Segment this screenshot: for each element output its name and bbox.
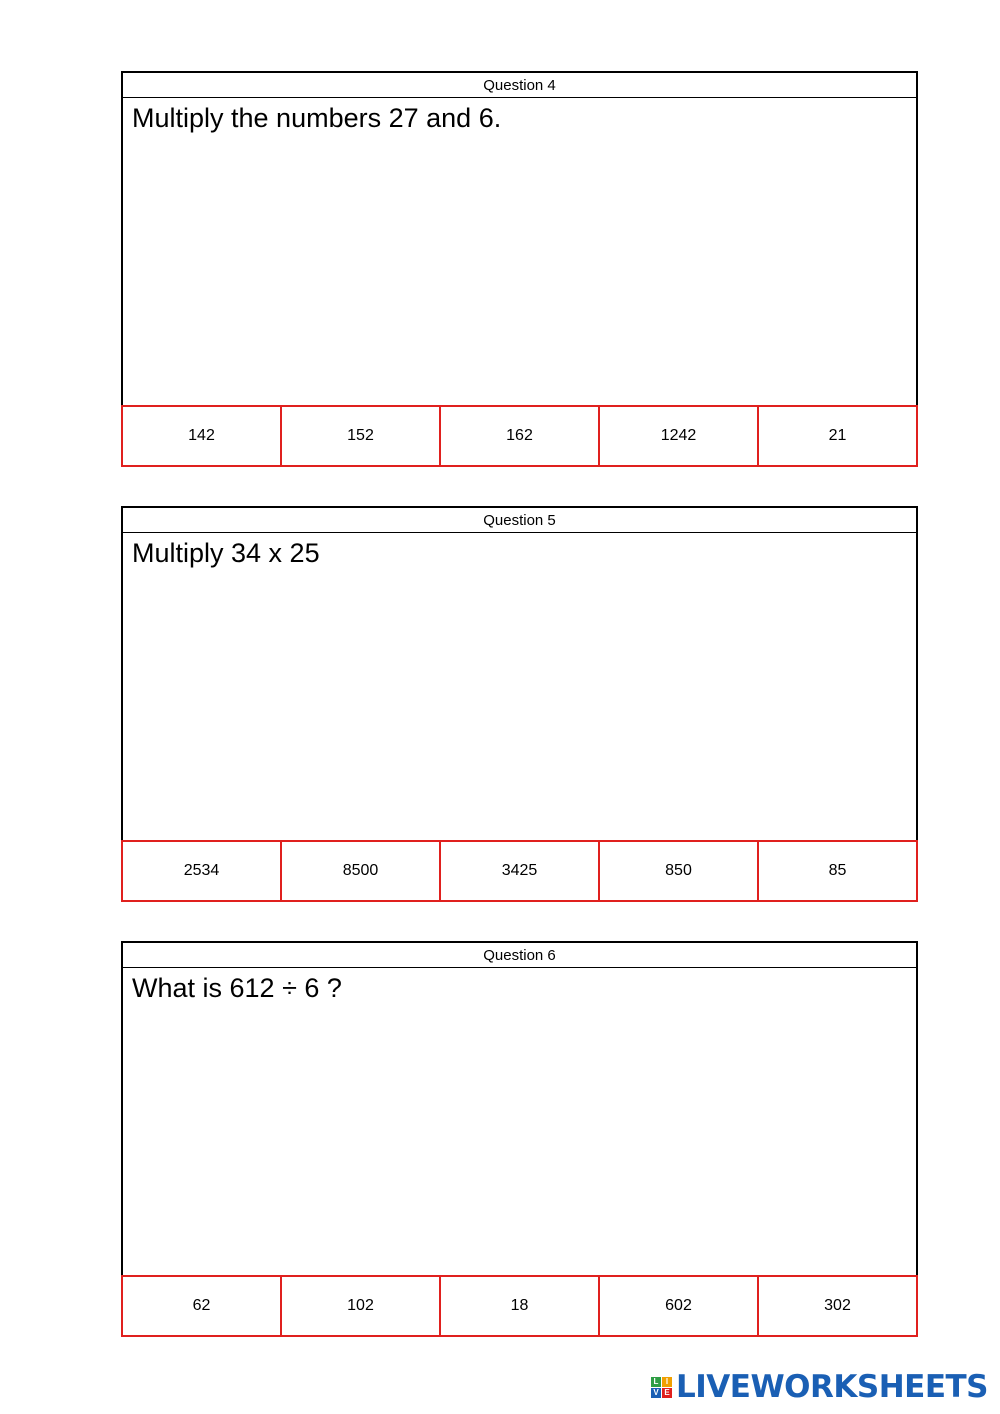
- liveworksheets-logo-icon: [651, 1377, 672, 1398]
- answer-option[interactable]: 102: [282, 1277, 441, 1335]
- answer-option[interactable]: 162: [441, 407, 600, 465]
- answer-option[interactable]: 21: [828, 427, 847, 444]
- question-header: Question 5: [123, 508, 916, 533]
- answer-option[interactable]: 2534: [123, 842, 282, 900]
- question-card-5: [121, 506, 918, 902]
- answer-option[interactable]: 302: [824, 1297, 851, 1314]
- logo-tile: L: [651, 1377, 661, 1387]
- liveworksheets-brand: [651, 1369, 988, 1405]
- question-prompt: What is 612 ÷ 6 ?: [132, 973, 342, 1003]
- question-header: Question 6: [123, 943, 916, 968]
- answer-option[interactable]: 152: [282, 407, 441, 465]
- question-header: Question 4: [123, 73, 916, 98]
- brand-name: LIVEWORKSHEETS: [676, 1369, 988, 1405]
- logo-tile: V: [651, 1388, 661, 1398]
- answer-option[interactable]: 62: [123, 1277, 282, 1335]
- logo-tile: I: [662, 1377, 672, 1387]
- question-card-6: [121, 941, 918, 1337]
- answer-options-row: [121, 405, 918, 467]
- answer-option[interactable]: 3425: [441, 842, 600, 900]
- answer-option[interactable]: 602: [600, 1277, 759, 1335]
- answer-option[interactable]: 8500: [282, 842, 441, 900]
- logo-tile: E: [662, 1388, 672, 1398]
- answer-option[interactable]: 85: [828, 862, 847, 879]
- answer-option[interactable]: 142: [123, 407, 282, 465]
- answer-option[interactable]: 1242: [600, 407, 759, 465]
- answer-options-row: [121, 1275, 918, 1337]
- question-prompt: Multiply 34 x 25: [132, 538, 320, 568]
- answer-options-row: [121, 840, 918, 902]
- question-card-4: [121, 71, 918, 467]
- answer-option[interactable]: 850: [600, 842, 759, 900]
- answer-option[interactable]: 18: [441, 1277, 600, 1335]
- question-prompt: Multiply the numbers 27 and 6.: [132, 103, 502, 133]
